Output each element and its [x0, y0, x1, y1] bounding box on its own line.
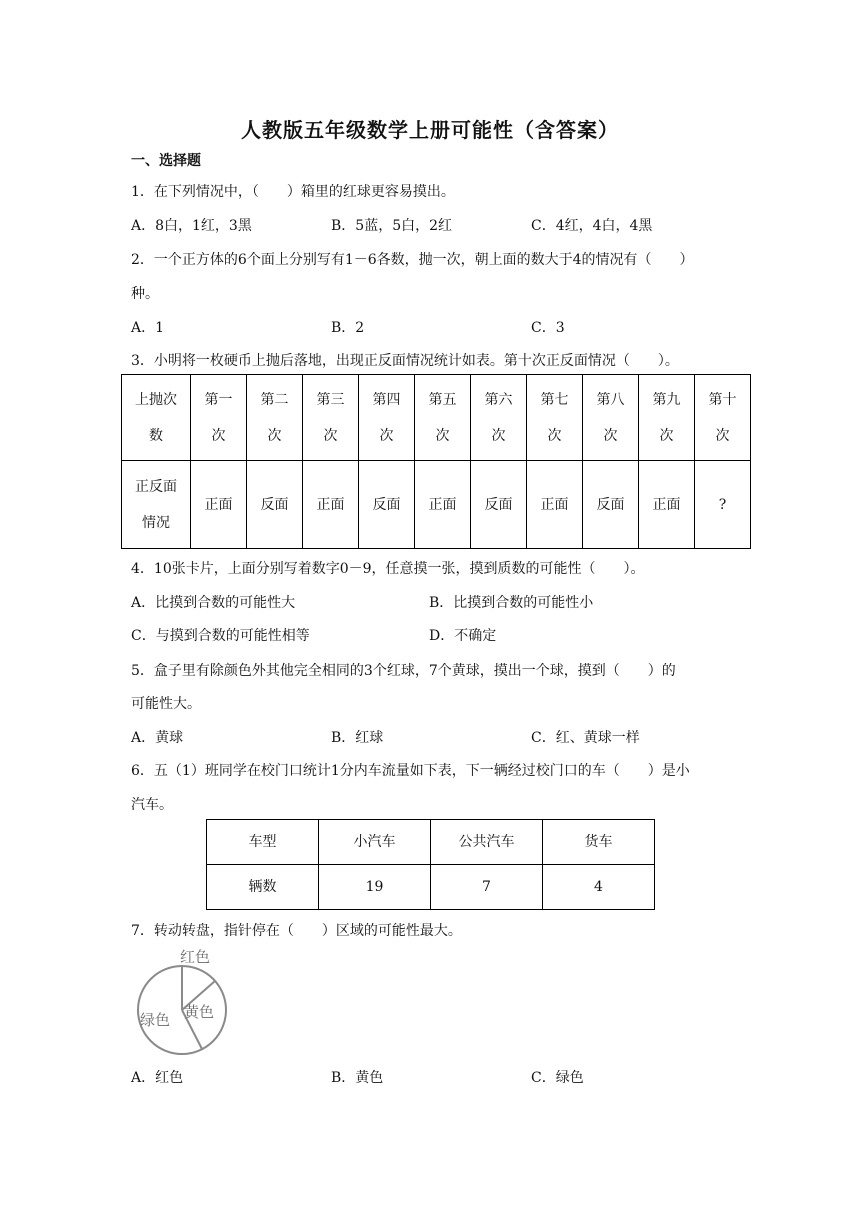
table-cell: 反面 — [247, 461, 303, 549]
q1-option-a: A．8白，1红，3黑 — [131, 218, 252, 234]
q6-stem-line1: 6．五（1）班同学在校门口统计1分内车流量如下表，下一辆经过校门口的车（ ）是小 — [131, 763, 690, 779]
q1-stem: 1．在下列情况中，（ ）箱里的红球更容易摸出。 — [131, 184, 455, 200]
table-cell: 正面 — [639, 461, 695, 549]
traffic-table — [206, 819, 655, 910]
table-header-cell — [359, 375, 415, 461]
header-label-line2: 数 — [149, 427, 163, 444]
q7-stem: 7．转动转盘，指针停在（ ）区域的可能性最大。 — [131, 923, 462, 939]
toss-label-2b: 次 — [267, 427, 282, 444]
toss-label-9b: 次 — [659, 427, 674, 444]
table-header-cell: 车型 — [207, 820, 319, 865]
toss-label-5b: 次 — [435, 427, 450, 444]
table-cell: 反面 — [583, 461, 639, 549]
q4-option-b: B．比摸到合数的可能性小 — [429, 595, 594, 611]
table-header-cell: 公共汽车 — [431, 820, 543, 865]
table-cell: 7 — [431, 865, 543, 910]
q7-option-b: B．黄色 — [331, 1070, 384, 1086]
table-row — [122, 375, 751, 461]
toss-label-7a: 第七 — [540, 391, 569, 408]
row-label-line1: 正反面 — [135, 478, 177, 495]
table-header-cell — [303, 375, 359, 461]
table-row-label — [122, 461, 191, 549]
toss-label-2a: 第二 — [260, 391, 289, 408]
table-cell: 正面 — [191, 461, 247, 549]
table-cell: 反面 — [471, 461, 527, 549]
toss-label-9a: 第九 — [652, 391, 681, 408]
toss-label-8a: 第八 — [596, 391, 625, 408]
q4-stem: 4．10张卡片，上面分别写着数字0－9，任意摸一张，摸到质数的可能性（ ）。 — [131, 561, 645, 577]
table-header-cell — [471, 375, 527, 461]
q2-option-b: B．2 — [331, 320, 365, 336]
page-title: 人教版五年级数学上册可能性（含答案） — [241, 118, 619, 142]
header-label-line1: 上抛次 — [135, 391, 177, 408]
toss-label-10a: 第十 — [708, 391, 737, 408]
q5-option-c: C．红、黄球一样 — [531, 730, 640, 746]
q4-option-c: C．与摸到合数的可能性相等 — [131, 628, 310, 644]
table-header-cell — [695, 375, 751, 461]
q5-stem-line2: 可能性大。 — [131, 696, 201, 712]
q2-stem-line2: 种。 — [131, 286, 159, 302]
table-header-cell — [191, 375, 247, 461]
q5-stem-line1: 5．盒子里有除颜色外其他完全相同的3个红球，7个黄球，摸出一个球，摸到（ ）的 — [131, 663, 676, 679]
q1-option-c: C．4红，4白，4黑 — [531, 218, 653, 234]
toss-label-4a: 第四 — [372, 391, 401, 408]
table-cell: 正面 — [527, 461, 583, 549]
table-cell: 19 — [319, 865, 431, 910]
q5-option-a: A．黄球 — [131, 730, 184, 746]
q2-stem-line1: 2．一个正方体的6个面上分别写有1－6各数，抛一次，朝上面的数大于4的情况有（ ） — [131, 252, 694, 268]
table-header-cell: 小汽车 — [319, 820, 431, 865]
q2-option-a: A．1 — [131, 320, 165, 336]
q1-option-b: B．5蓝，5白，2红 — [331, 218, 453, 234]
toss-label-4b: 次 — [379, 427, 394, 444]
q2-option-c: C．3 — [531, 320, 565, 336]
spinner-label-yellow: 黄色 — [184, 1003, 215, 1021]
table-header-cell — [247, 375, 303, 461]
toss-label-1a: 第一 — [204, 391, 233, 408]
table-header-cell — [415, 375, 471, 461]
spinner-figure — [131, 948, 246, 1058]
table-cell: 4 — [543, 865, 655, 910]
table-cell: ? — [695, 461, 751, 549]
spinner-label-red: 红色 — [180, 948, 211, 966]
table-row — [207, 865, 655, 910]
toss-label-6b: 次 — [491, 427, 506, 444]
table-header-cell — [639, 375, 695, 461]
table-cell: 反面 — [359, 461, 415, 549]
table-cell: 辆数 — [207, 865, 319, 910]
table-row — [122, 461, 751, 549]
q4-option-d: D．不确定 — [429, 628, 497, 644]
toss-label-10b: 次 — [715, 427, 730, 444]
toss-label-7b: 次 — [547, 427, 562, 444]
table-cell: 正面 — [303, 461, 359, 549]
section-heading: 一、选择题 — [131, 153, 201, 169]
row-label-line2: 情况 — [142, 514, 170, 531]
toss-label-5a: 第五 — [428, 391, 457, 408]
table-header-cell — [122, 375, 191, 461]
q6-stem-line2: 汽车。 — [131, 797, 173, 813]
toss-label-1b: 次 — [211, 427, 226, 444]
table-cell: 正面 — [415, 461, 471, 549]
toss-label-8b: 次 — [603, 427, 618, 444]
q7-option-c: C．绿色 — [531, 1070, 584, 1086]
q3-stem: 3．小明将一枚硬币上抛后落地，出现正反面情况统计如表。第十次正反面情况（ ）。 — [131, 353, 679, 369]
table-header-cell: 货车 — [543, 820, 655, 865]
q7-option-a: A．红色 — [131, 1070, 184, 1086]
table-header-cell — [583, 375, 639, 461]
q5-option-b: B．红球 — [331, 730, 384, 746]
toss-label-6a: 第六 — [484, 391, 513, 408]
coin-toss-table — [121, 374, 751, 549]
toss-label-3b: 次 — [323, 427, 338, 444]
q4-option-a: A．比摸到合数的可能性大 — [131, 595, 296, 611]
toss-label-3a: 第三 — [316, 391, 345, 408]
spinner-label-green: 绿色 — [140, 1011, 171, 1029]
table-header-cell — [527, 375, 583, 461]
table-row — [207, 820, 655, 865]
